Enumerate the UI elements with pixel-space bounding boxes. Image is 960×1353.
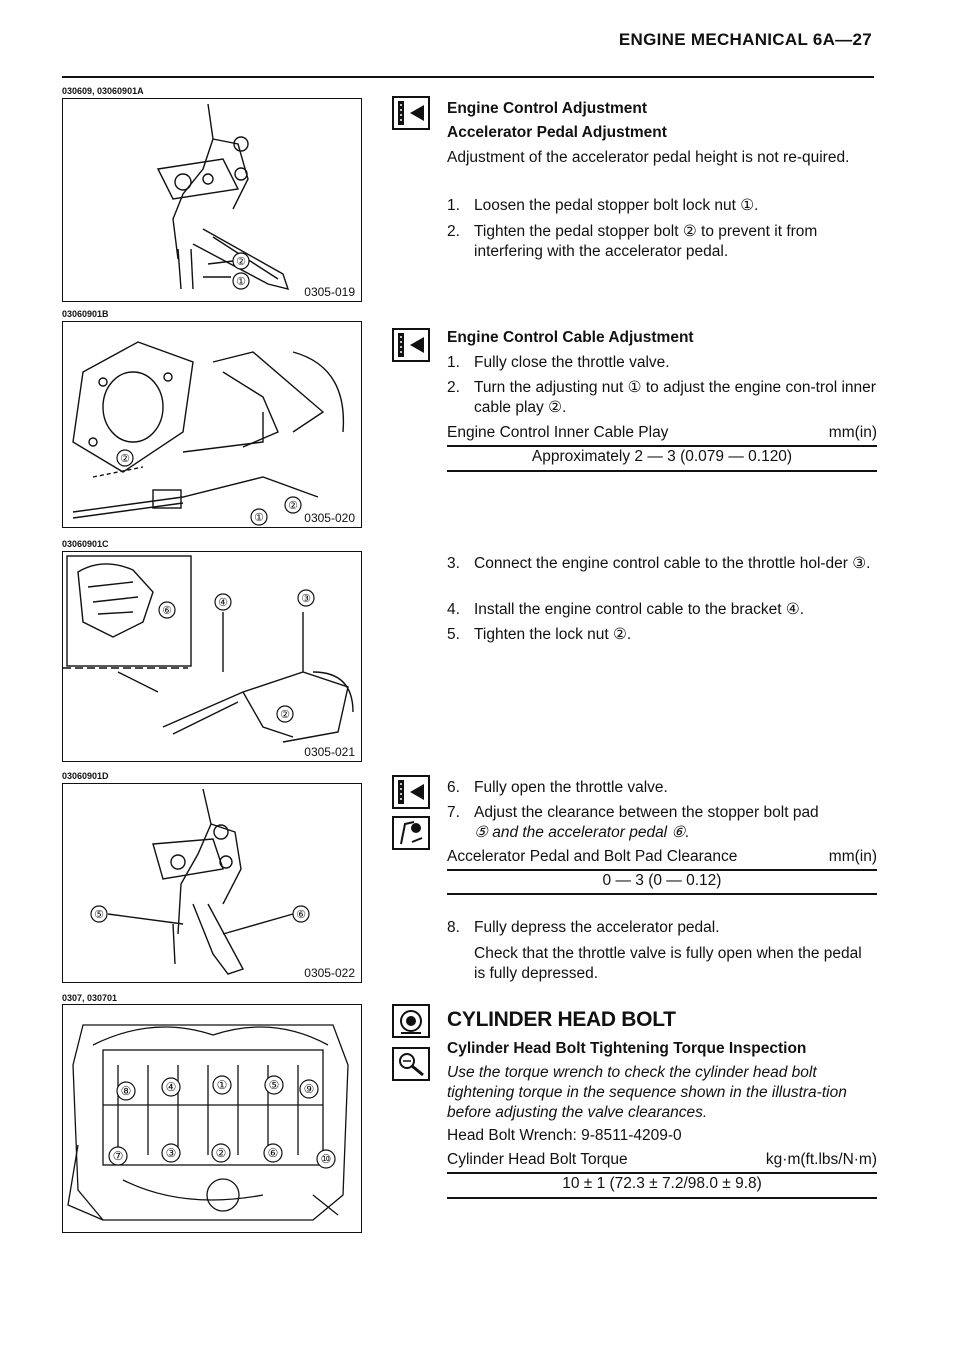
spec-value: 0 — 3 (0 — 0.12) — [602, 872, 722, 889]
paragraph: Adjustment of the accelerator pedal height is not re-quired. — [447, 149, 850, 166]
figure-code: 0305-020 — [304, 511, 355, 525]
figure-cylinder-head — [62, 1004, 362, 1233]
callout: ⑥ — [267, 1146, 279, 1160]
figure-control-cable — [62, 321, 362, 528]
callout: ① — [254, 512, 264, 524]
spec-label: Cylinder Head Bolt Torque — [447, 1151, 628, 1168]
callout: ⑨ — [303, 1082, 315, 1096]
step-text: Fully open the throttle valve. — [474, 779, 668, 796]
figure-pedal-clearance — [62, 783, 362, 983]
throttle-illustration — [63, 552, 361, 761]
step-text: Check that the throttle valve is fully open when the pedal is fully depressed. — [474, 945, 862, 982]
step-text: Fully close the throttle valve. — [474, 354, 670, 371]
section-title: Engine Control Adjustment — [447, 100, 648, 117]
step-number: 6. — [447, 779, 460, 796]
figure-id: 03060901D — [62, 771, 109, 781]
spec-value: 10 ± 1 (72.3 ± 7.2/98.0 ± 9.8) — [562, 1175, 762, 1192]
spec-header — [447, 1151, 877, 1169]
callout: ⑤ — [94, 909, 104, 921]
section-heading: CYLINDER HEAD BOLT — [447, 1008, 676, 1031]
callout: ② — [288, 500, 298, 512]
step-number: 4. — [447, 601, 460, 618]
step-text: Adjust the clearance between the stopper bolt pad — [474, 804, 819, 821]
section-subtitle: Cylinder Head Bolt Tightening Torque Inspection — [447, 1040, 807, 1057]
inspect-icon — [392, 1004, 430, 1038]
step-number: 1. — [447, 197, 460, 214]
callout: ② — [280, 709, 290, 721]
paragraph: Use the torque wrench to check the cylinder head bolt tightening torque in the sequence shown in the illustra-tion before adjusting the valve clearances. — [447, 1064, 847, 1121]
step-number: 3. — [447, 555, 460, 572]
spec-unit: mm(in) — [828, 848, 877, 865]
adjust-icon — [392, 328, 430, 362]
pedal-illustration — [63, 99, 361, 301]
callout: ⑥ — [162, 605, 172, 617]
figure-id: 030609, 03060901A — [62, 86, 144, 96]
callout: ④ — [165, 1080, 177, 1094]
spec-unit: kg·m(ft.lbs/N·m) — [765, 1151, 877, 1168]
spec-rule — [447, 1172, 877, 1174]
step-number: 5. — [447, 626, 460, 643]
callout: ① — [216, 1078, 228, 1092]
clearance-illustration — [63, 784, 361, 982]
spec-rule — [447, 893, 877, 895]
callout: ⑥ — [296, 909, 306, 921]
tool-line: Head Bolt Wrench: 9-8511-4209-0 — [447, 1127, 682, 1144]
callout: ⑩ — [320, 1152, 332, 1166]
step-text: ⑤ and the accelerator pedal ⑥. — [474, 824, 690, 841]
figure-code: 0305-019 — [304, 285, 355, 299]
step-text: Install the engine control cable to the bracket ④. — [474, 601, 805, 618]
callout: ⑦ — [112, 1149, 124, 1163]
spec-rule — [447, 470, 877, 472]
page-header: ENGINE MECHANICAL 6A—27 — [618, 30, 872, 49]
callout: ⑤ — [268, 1078, 280, 1092]
figure-id: 03060901C — [62, 539, 109, 549]
callout: ① — [236, 276, 246, 288]
step-text: Fully depress the accelerator pedal. — [474, 919, 720, 936]
pedal-icon — [392, 816, 430, 850]
section-title: Engine Control Cable Adjustment — [447, 329, 694, 346]
callout: ④ — [218, 597, 228, 609]
callout: ⑧ — [120, 1084, 132, 1098]
spec-label: Engine Control Inner Cable Play — [447, 424, 669, 441]
spec-rule — [447, 445, 877, 447]
step-number: 1. — [447, 354, 460, 371]
figure-id: 0307, 030701 — [62, 993, 118, 1003]
cable-illustration — [63, 322, 361, 527]
section-subtitle: Accelerator Pedal Adjustment — [447, 124, 667, 141]
step-text: Turn the adjusting nut ① to adjust the engine con-trol inner cable play ②. — [474, 379, 876, 416]
figure-id: 03060901B — [62, 309, 109, 319]
callout: ③ — [301, 593, 311, 605]
step-number: 7. — [447, 804, 460, 821]
figure-code: 0305-021 — [304, 745, 355, 759]
adjust-icon — [392, 775, 430, 809]
figure-code: 0305-022 — [304, 966, 355, 980]
figure-throttle-holder — [62, 551, 362, 762]
step-text: Tighten the lock nut ②. — [474, 626, 632, 643]
wrench-icon — [392, 1047, 430, 1081]
step-number: 2. — [447, 379, 460, 396]
spec-value: Approximately 2 — 3 (0.079 — 0.120) — [531, 448, 793, 465]
figure-accelerator-pedal — [62, 98, 362, 302]
callout: ③ — [165, 1146, 177, 1160]
spec-header — [447, 424, 877, 442]
callout: ② — [120, 453, 130, 465]
spec-rule — [447, 869, 877, 871]
spec-label: Accelerator Pedal and Bolt Pad Clearance — [447, 848, 738, 865]
step-text: Tighten the pedal stopper bolt ② to prevent it from interfering with the accelerator pedal. — [474, 223, 818, 260]
adjust-icon — [392, 96, 430, 130]
step-number: 2. — [447, 223, 460, 240]
spec-unit: mm(in) — [828, 424, 877, 441]
callout: ② — [215, 1146, 227, 1160]
step-text: Loosen the pedal stopper bolt lock nut ①. — [474, 197, 759, 214]
step-number: 8. — [447, 919, 460, 936]
callout: ② — [236, 256, 246, 268]
spec-rule — [447, 1197, 877, 1199]
header-rule — [62, 76, 874, 78]
spec-header — [447, 848, 877, 866]
head-bolt-illustration — [63, 1005, 361, 1232]
step-text: Connect the engine control cable to the throttle hol-der ③. — [474, 555, 871, 572]
